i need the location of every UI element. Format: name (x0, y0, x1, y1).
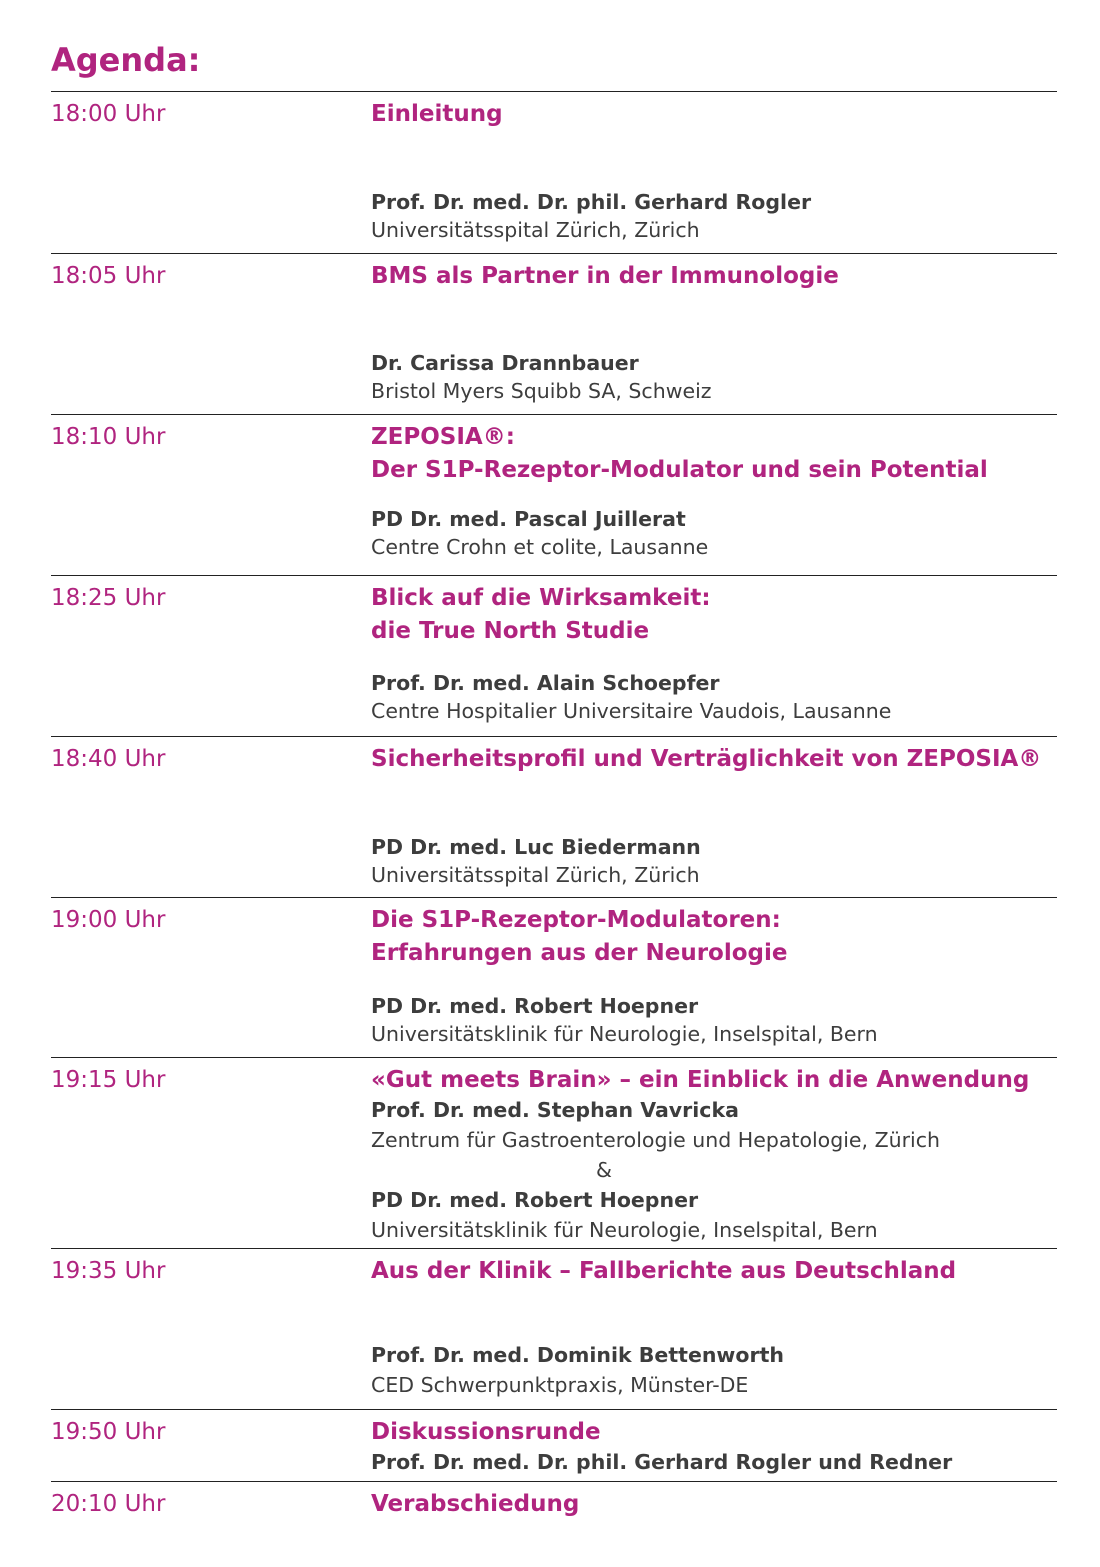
speaker-name: Dr. Carissa Drannbauer (371, 351, 639, 375)
speaker-affiliation: Zentrum für Gastroenterologie und Hepatologie, Zürich (371, 1128, 940, 1152)
speaker-block (371, 1095, 1061, 1245)
agenda-time: 19:50 Uhr (51, 1419, 166, 1445)
speaker-block (371, 833, 1061, 889)
agenda-row (51, 1409, 1057, 1481)
speaker-block (371, 1447, 1061, 1477)
speaker-connector: & (596, 1158, 612, 1182)
topic-line: BMS als Partner in der Immunologie (371, 263, 839, 289)
agenda-time: 19:00 Uhr (51, 907, 166, 933)
agenda-row (51, 91, 1057, 253)
agenda-topic (371, 1064, 1061, 1097)
topic-line: Sicherheitsprofil und Verträglichkeit von ZEPOSIA® (371, 746, 1042, 772)
agenda-row (51, 253, 1057, 414)
speaker-name: PD Dr. med. Robert Hoepner (371, 1188, 699, 1212)
agenda-topic (371, 743, 1061, 776)
agenda-topic (371, 421, 1061, 487)
speaker-affiliation: Bristol Myers Squibb SA, Schweiz (371, 379, 712, 403)
speaker-affiliation: Universitätsklinik für Neurologie, Inselspital, Bern (371, 1022, 878, 1046)
agenda-time: 20:10 Uhr (51, 1491, 166, 1517)
agenda-row (51, 1481, 1057, 1541)
agenda-topic (371, 1488, 1061, 1521)
agenda-topic (371, 1255, 1061, 1288)
speaker-name: Prof. Dr. med. Dr. phil. Gerhard Rogler (371, 190, 812, 214)
agenda-topic (371, 98, 1061, 131)
speaker-block (371, 349, 1061, 405)
agenda-time: 18:25 Uhr (51, 585, 166, 611)
agenda-time: 19:15 Uhr (51, 1067, 166, 1093)
agenda-time: 18:00 Uhr (51, 101, 166, 127)
topic-line: Diskussionsrunde (371, 1419, 601, 1445)
agenda-row (51, 575, 1057, 736)
agenda-time: 18:40 Uhr (51, 746, 166, 772)
speaker-block (371, 505, 1061, 561)
speaker-name: Prof. Dr. med. Dominik Bettenworth (371, 1343, 784, 1367)
topic-line: Verabschiedung (371, 1491, 580, 1517)
agenda-topic (371, 904, 1061, 970)
speaker-block (371, 188, 1061, 244)
agenda-row (51, 1248, 1057, 1409)
topic-line: Einleitung (371, 101, 503, 127)
agenda-topic (371, 582, 1061, 648)
agenda-row (51, 897, 1057, 1057)
speaker-affiliation: Centre Hospitalier Universitaire Vaudois, Lausanne (371, 699, 892, 723)
agenda-time: 18:05 Uhr (51, 263, 166, 289)
topic-line: Die S1P-Rezeptor-Modulatoren: (371, 907, 781, 933)
speaker-name: Prof. Dr. med. Alain Schoepfer (371, 671, 720, 695)
speaker-name: Prof. Dr. med. Stephan Vavricka (371, 1098, 739, 1122)
agenda-topic (371, 1416, 1061, 1449)
speaker-affiliation: Universitätsspital Zürich, Zürich (371, 863, 700, 887)
speaker-affiliation: Universitätsklinik für Neurologie, Inselspital, Bern (371, 1218, 878, 1242)
agenda-row (51, 414, 1057, 575)
topic-line: Der S1P-Rezeptor-Modulator und sein Potential (371, 457, 988, 483)
speaker-name: PD Dr. med. Luc Biedermann (371, 835, 701, 859)
topic-line: Blick auf die Wirksamkeit: (371, 585, 711, 611)
speaker-affiliation: Centre Crohn et colite, Lausanne (371, 535, 709, 559)
speaker-name: PD Dr. med. Pascal Juillerat (371, 507, 686, 531)
topic-line: Erfahrungen aus der Neurologie (371, 940, 788, 966)
agenda-time: 18:10 Uhr (51, 424, 166, 450)
agenda-row (51, 1057, 1057, 1248)
topic-line: Aus der Klinik – Fallberichte aus Deutschland (371, 1258, 957, 1284)
page-title: Agenda: (51, 41, 201, 79)
speaker-affiliation: CED Schwerpunktpraxis, Münster-DE (371, 1373, 749, 1397)
speaker-block (371, 1340, 1061, 1400)
speaker-name: Prof. Dr. med. Dr. phil. Gerhard Rogler und Redner (371, 1450, 953, 1474)
agenda-topic (371, 260, 1061, 293)
speaker-name: PD Dr. med. Robert Hoepner (371, 994, 699, 1018)
agenda-time: 19:35 Uhr (51, 1258, 166, 1284)
topic-line: die True North Studie (371, 618, 650, 644)
speaker-block (371, 992, 1061, 1048)
topic-line: «Gut meets Brain» – ein Einblick in die Anwendung (371, 1067, 1030, 1093)
speaker-affiliation: Universitätsspital Zürich, Zürich (371, 218, 700, 242)
agenda-row (51, 736, 1057, 897)
topic-line: ZEPOSIA®: (371, 424, 515, 450)
speaker-block (371, 669, 1061, 725)
